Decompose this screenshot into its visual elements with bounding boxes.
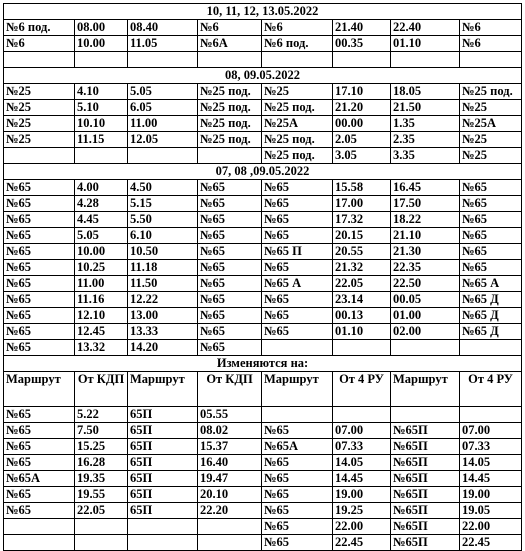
table-cell: №65 А — [262, 276, 333, 292]
table-cell: №65 — [4, 455, 75, 471]
table-cell: 22.05 — [75, 503, 128, 519]
table-cell: 08.02 — [198, 423, 262, 439]
table-cell: 19.35 — [75, 471, 128, 487]
table-cell: 19.25 — [333, 503, 391, 519]
table-cell: 15.37 — [198, 439, 262, 455]
table-cell: №65 — [4, 292, 75, 308]
table-cell: №25 — [262, 84, 333, 100]
table-row — [4, 423, 522, 439]
table-cell: №65 — [262, 519, 333, 535]
table-cell: №25 — [4, 84, 75, 100]
table-row — [4, 36, 522, 52]
table-cell: 01.00 — [391, 308, 460, 324]
table-cell: №65П — [391, 471, 460, 487]
table-row — [4, 228, 522, 244]
table-cell: 7.50 — [75, 423, 128, 439]
table-cell: №65 — [198, 212, 262, 228]
table-cell: 19.05 — [460, 503, 522, 519]
table-cell: 16.45 — [391, 180, 460, 196]
schedule-table — [3, 3, 522, 551]
table-cell: 22.05 — [333, 276, 391, 292]
table-cell: №65 — [262, 455, 333, 471]
table-cell: №65 — [4, 228, 75, 244]
table-cell: 19.55 — [75, 487, 128, 503]
table-row — [4, 244, 522, 260]
table-cell: №65 — [4, 407, 75, 423]
column-header: Маршрут — [262, 372, 333, 407]
table-cell: 4.00 — [75, 180, 128, 196]
table-cell: 4.10 — [75, 84, 128, 100]
table-cell: №65 — [262, 180, 333, 196]
section-title: 08, 09.05.2022 — [4, 68, 522, 84]
table-cell: 15.58 — [333, 180, 391, 196]
table-cell: №65А — [4, 471, 75, 487]
table-cell: 12.10 — [75, 308, 128, 324]
table-cell: 21.10 — [391, 228, 460, 244]
section-header-row — [4, 68, 522, 84]
table-cell: 21.50 — [391, 100, 460, 116]
table-cell: 4.50 — [128, 180, 198, 196]
table-cell: №65П — [391, 423, 460, 439]
table-cell: 22.00 — [333, 519, 391, 535]
table-cell — [4, 52, 75, 68]
table-cell: №25 под. — [262, 132, 333, 148]
table-cell: №25 под. — [198, 84, 262, 100]
table-cell: 22.50 — [391, 276, 460, 292]
table-cell — [262, 52, 333, 68]
table-cell: 19.00 — [460, 487, 522, 503]
table-cell: 23.14 — [333, 292, 391, 308]
table-cell: 11.00 — [128, 116, 198, 132]
table-row — [4, 132, 522, 148]
table-cell: 5.05 — [75, 228, 128, 244]
table-cell: №65П — [391, 503, 460, 519]
table-cell: №25 — [4, 116, 75, 132]
table-cell — [75, 519, 128, 535]
table-cell: 08.40 — [128, 20, 198, 36]
table-cell: 11.05 — [128, 36, 198, 52]
table-cell — [198, 519, 262, 535]
table-cell: 17.32 — [333, 212, 391, 228]
table-cell: 22.00 — [460, 519, 522, 535]
table-cell — [333, 52, 391, 68]
table-cell — [198, 52, 262, 68]
section-header-row — [4, 164, 522, 180]
table-cell: 5.05 — [128, 84, 198, 100]
table-row — [4, 292, 522, 308]
table-cell: №25 — [4, 132, 75, 148]
table-row — [4, 212, 522, 228]
table-cell: 21.32 — [333, 260, 391, 276]
table-cell: 12.45 — [75, 324, 128, 340]
table-cell: 15.25 — [75, 439, 128, 455]
table-row — [4, 407, 522, 423]
table-cell: 18.22 — [391, 212, 460, 228]
table-cell: 18.05 — [391, 84, 460, 100]
table-cell: №65 — [4, 324, 75, 340]
table-cell: 2.35 — [391, 132, 460, 148]
table-row — [4, 439, 522, 455]
table-cell: №65 — [198, 228, 262, 244]
table-cell: 3.35 — [391, 148, 460, 164]
table-row — [4, 148, 522, 164]
table-cell: 11.18 — [128, 260, 198, 276]
table-cell: 65П — [128, 503, 198, 519]
table-cell: №65П — [391, 519, 460, 535]
table-row — [4, 519, 522, 535]
table-cell: №6 — [460, 20, 522, 36]
table-cell: 11.50 — [128, 276, 198, 292]
table-cell: №65 — [4, 340, 75, 356]
table-cell — [391, 340, 460, 356]
table-cell: №65 — [460, 244, 522, 260]
table-cell: №25 — [4, 100, 75, 116]
table-cell: №65 Д — [460, 308, 522, 324]
table-row — [4, 340, 522, 356]
table-cell: 12.05 — [128, 132, 198, 148]
table-row — [4, 116, 522, 132]
table-cell: №25 под. — [198, 132, 262, 148]
table-cell: 5.50 — [128, 212, 198, 228]
table-cell: 20.15 — [333, 228, 391, 244]
table-cell: 22.45 — [333, 535, 391, 551]
table-cell: №65 — [4, 180, 75, 196]
table-cell: 5.15 — [128, 196, 198, 212]
table-row — [4, 471, 522, 487]
table-cell: №65 — [262, 212, 333, 228]
table-cell — [75, 535, 128, 551]
table-cell: №65 — [198, 244, 262, 260]
table-cell: №25А — [262, 116, 333, 132]
table-cell: №65 — [4, 212, 75, 228]
table-cell: №25 под. — [262, 148, 333, 164]
table-cell — [128, 519, 198, 535]
table-cell: №25 под. — [262, 100, 333, 116]
table-cell: 65П — [128, 455, 198, 471]
table-cell — [333, 407, 391, 423]
table-cell: 2.05 — [333, 132, 391, 148]
table-cell: №65 — [4, 503, 75, 519]
table-cell: 22.40 — [391, 20, 460, 36]
table-cell: №6 — [4, 36, 75, 52]
table-cell: 6.10 — [128, 228, 198, 244]
table-cell: 19.00 — [333, 487, 391, 503]
table-row — [4, 196, 522, 212]
table-cell — [75, 52, 128, 68]
table-cell: 14.05 — [460, 455, 522, 471]
table-cell: 00.05 — [391, 292, 460, 308]
table-cell: 14.45 — [333, 471, 391, 487]
table-cell: 6.05 — [128, 100, 198, 116]
column-header: Маршрут — [391, 372, 460, 407]
table-cell: 02.00 — [391, 324, 460, 340]
table-cell — [391, 52, 460, 68]
table-cell — [75, 148, 128, 164]
table-cell: 14.20 — [128, 340, 198, 356]
table-cell: 4.28 — [75, 196, 128, 212]
table-cell: №65 — [262, 324, 333, 340]
table-cell: 00.00 — [333, 116, 391, 132]
table-cell: 10.50 — [128, 244, 198, 260]
column-header: Маршрут — [128, 372, 198, 407]
column-header: От КДП — [75, 372, 128, 407]
table-cell: №65 — [460, 260, 522, 276]
table-cell: 05.55 — [198, 407, 262, 423]
table-cell — [128, 52, 198, 68]
column-header: От КДП — [198, 372, 262, 407]
table-cell: 16.28 — [75, 455, 128, 471]
table-cell: №65 — [460, 228, 522, 244]
table-cell: 10.00 — [75, 244, 128, 260]
table-cell: №65 — [262, 228, 333, 244]
table-cell — [198, 535, 262, 551]
table-cell: 10.25 — [75, 260, 128, 276]
table-cell: №65 — [262, 471, 333, 487]
table-cell: 16.40 — [198, 455, 262, 471]
table-cell — [198, 148, 262, 164]
table-cell — [4, 148, 75, 164]
table-cell: №25 — [460, 100, 522, 116]
table-cell: №25 под. — [198, 100, 262, 116]
table-cell: 22.20 — [198, 503, 262, 519]
table-cell: №65 — [198, 180, 262, 196]
table-cell: 19.47 — [198, 471, 262, 487]
table-cell: №65 А — [460, 276, 522, 292]
table-cell: №65 — [4, 308, 75, 324]
table-cell — [460, 52, 522, 68]
table-row — [4, 100, 522, 116]
table-cell: 22.45 — [460, 535, 522, 551]
table-cell: 10.00 — [75, 36, 128, 52]
section-title: 07, 08 ,09.05.2022 — [4, 164, 522, 180]
table-cell: №65А — [262, 439, 333, 455]
table-cell: 20.10 — [198, 487, 262, 503]
table-cell: 13.33 — [128, 324, 198, 340]
table-cell: №65 — [198, 196, 262, 212]
table-row — [4, 503, 522, 519]
table-row — [4, 276, 522, 292]
column-header: От 4 РУ — [333, 372, 391, 407]
table-cell: 00.13 — [333, 308, 391, 324]
table-cell: 65П — [128, 423, 198, 439]
table-cell: 11.16 — [75, 292, 128, 308]
table-cell: №65П — [391, 455, 460, 471]
section-title: Изменяются на: — [4, 356, 522, 372]
table-cell: 08.00 — [75, 20, 128, 36]
table-cell: №65 — [460, 180, 522, 196]
table-cell: 17.00 — [333, 196, 391, 212]
table-row — [4, 455, 522, 471]
table-cell: 14.05 — [333, 455, 391, 471]
table-cell: №25 — [460, 148, 522, 164]
table-cell: 11.15 — [75, 132, 128, 148]
table-cell: №65 П — [262, 244, 333, 260]
section-header-row — [4, 4, 522, 20]
table-cell: №65 — [262, 292, 333, 308]
table-cell: 10.10 — [75, 116, 128, 132]
table-cell — [4, 519, 75, 535]
table-cell: 07.33 — [460, 439, 522, 455]
column-header: Маршрут — [4, 372, 75, 407]
table-cell: 21.20 — [333, 100, 391, 116]
table-cell: 4.45 — [75, 212, 128, 228]
table-cell: №65 — [198, 292, 262, 308]
table-cell: 12.22 — [128, 292, 198, 308]
table-cell — [262, 407, 333, 423]
table-row — [4, 180, 522, 196]
table-cell: №65 — [262, 423, 333, 439]
table-cell: 07.00 — [460, 423, 522, 439]
table-cell: 01.10 — [391, 36, 460, 52]
table-cell: №6 — [460, 36, 522, 52]
table-cell — [333, 340, 391, 356]
table-cell: №65 — [4, 244, 75, 260]
table-cell: 07.33 — [333, 439, 391, 455]
table-cell: 17.10 — [333, 84, 391, 100]
table-cell: №65 — [460, 212, 522, 228]
table-cell: №65 — [198, 308, 262, 324]
table-cell: №65 — [262, 260, 333, 276]
changes-header-row — [4, 356, 522, 372]
table-cell: 11.00 — [75, 276, 128, 292]
table-cell — [4, 535, 75, 551]
table-cell: 5.22 — [75, 407, 128, 423]
table-cell: №65 — [460, 196, 522, 212]
table-row — [4, 535, 522, 551]
table-cell: 21.30 — [391, 244, 460, 260]
column-header: От 4 РУ — [460, 372, 522, 407]
changes-column-headers — [4, 372, 522, 407]
table-cell: №25 под. — [460, 84, 522, 100]
section-title: 10, 11, 12, 13.05.2022 — [4, 4, 522, 20]
table-cell: №65 — [198, 340, 262, 356]
table-row — [4, 324, 522, 340]
table-row — [4, 260, 522, 276]
table-cell: №6 — [198, 20, 262, 36]
table-cell: №65 — [262, 503, 333, 519]
table-cell — [391, 407, 460, 423]
table-cell: №6А — [198, 36, 262, 52]
table-row — [4, 487, 522, 503]
table-cell — [262, 340, 333, 356]
table-cell: 1.35 — [391, 116, 460, 132]
table-cell: №65 — [198, 260, 262, 276]
table-cell: 13.32 — [75, 340, 128, 356]
table-cell: №65 — [262, 308, 333, 324]
table-cell: №65П — [391, 487, 460, 503]
table-cell: №65 Д — [460, 292, 522, 308]
table-cell: 07.00 — [333, 423, 391, 439]
spacer-row — [4, 52, 522, 68]
table-cell: 5.10 — [75, 100, 128, 116]
table-cell: №25 — [460, 132, 522, 148]
table-cell: 17.50 — [391, 196, 460, 212]
table-cell: №65П — [391, 439, 460, 455]
table-cell: №6 под. — [262, 36, 333, 52]
schedule-body — [4, 4, 522, 551]
table-cell: №65 — [4, 260, 75, 276]
table-cell: 21.40 — [333, 20, 391, 36]
table-cell: 22.35 — [391, 260, 460, 276]
table-cell: №25 под. — [198, 116, 262, 132]
table-cell: 65П — [128, 487, 198, 503]
table-cell: №6 под. — [4, 20, 75, 36]
table-row — [4, 308, 522, 324]
table-cell: 65П — [128, 407, 198, 423]
table-cell: 14.45 — [460, 471, 522, 487]
table-cell — [128, 148, 198, 164]
table-cell: 65П — [128, 439, 198, 455]
table-cell — [460, 407, 522, 423]
table-cell: 00.35 — [333, 36, 391, 52]
table-cell: №6 — [262, 20, 333, 36]
table-cell: 13.00 — [128, 308, 198, 324]
table-cell: №65 — [262, 487, 333, 503]
table-cell: 3.05 — [333, 148, 391, 164]
table-cell: №65 Д — [460, 324, 522, 340]
table-cell: 01.10 — [333, 324, 391, 340]
table-cell: №65 — [4, 196, 75, 212]
table-cell: №65 — [198, 276, 262, 292]
table-row — [4, 20, 522, 36]
table-cell: №65 — [262, 196, 333, 212]
table-cell — [128, 535, 198, 551]
table-cell: №25А — [460, 116, 522, 132]
table-cell: №65 — [262, 535, 333, 551]
table-cell: 20.55 — [333, 244, 391, 260]
table-cell: №65 — [4, 423, 75, 439]
table-row — [4, 84, 522, 100]
table-cell: №65П — [391, 535, 460, 551]
table-cell: №65 — [4, 276, 75, 292]
table-cell: 65П — [128, 471, 198, 487]
table-cell — [460, 340, 522, 356]
table-cell: №65 — [4, 439, 75, 455]
table-cell: №65 — [198, 324, 262, 340]
table-cell: №65 — [4, 487, 75, 503]
